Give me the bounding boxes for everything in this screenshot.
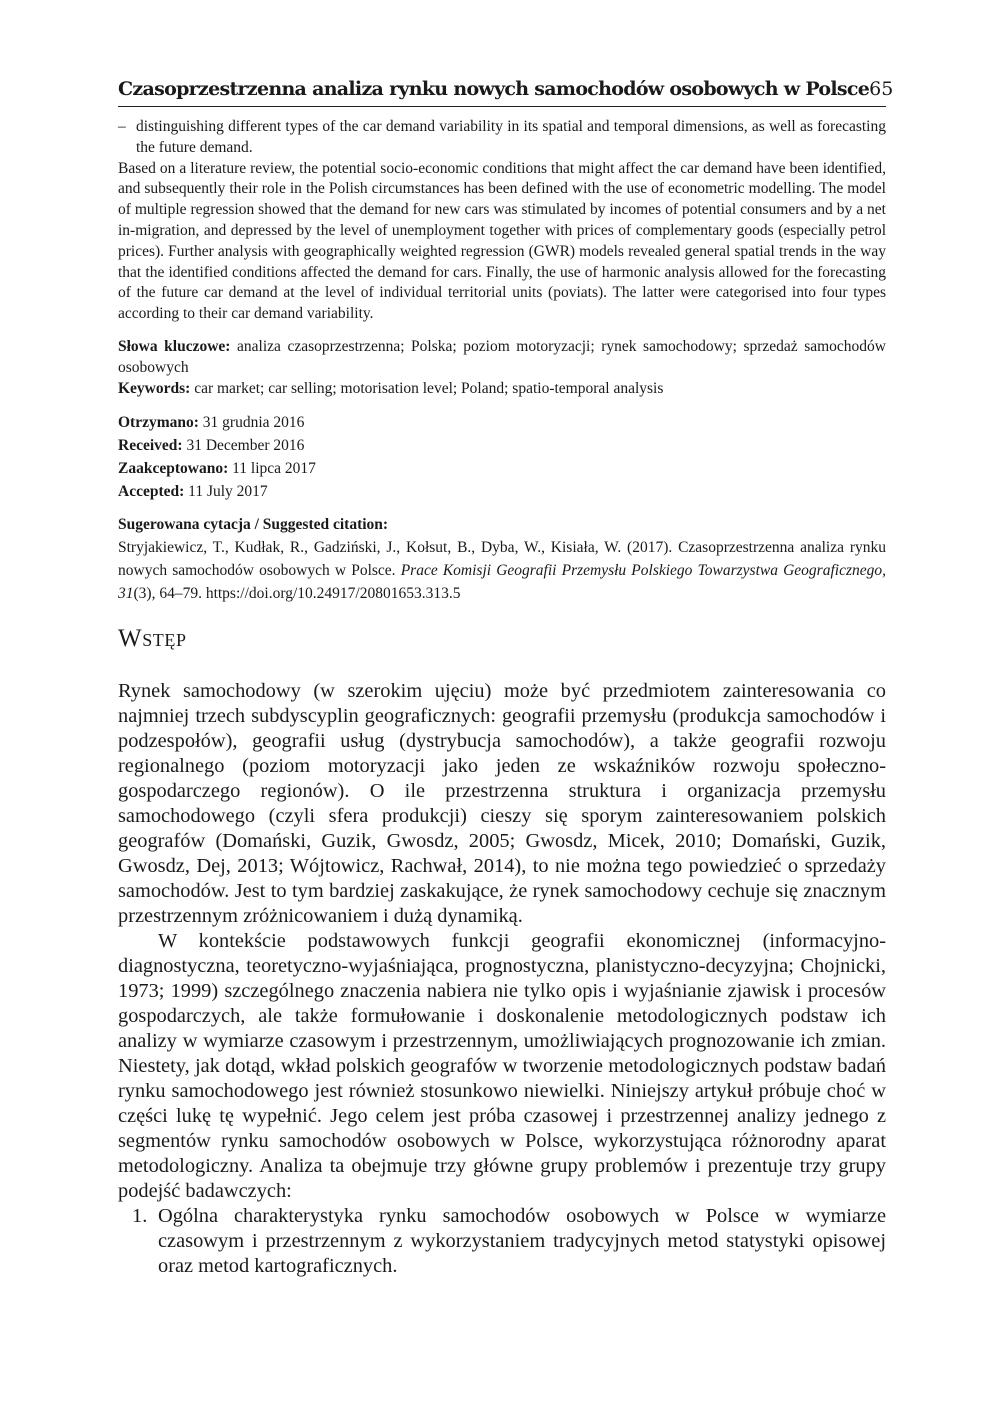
keywords-en — [118, 379, 886, 400]
received-pl — [118, 411, 886, 434]
keywords-block — [118, 337, 886, 399]
keywords-en-label: Keywords: — [118, 379, 191, 397]
dash-item-text: distinguishing different types of the car demand variability in its spatial and temporal dimensions, as well as forecasting the future demand. — [136, 118, 886, 156]
list-item-number: 1. — [132, 1205, 148, 1228]
accepted-pl-value: 11 lipca 2017 — [232, 460, 316, 478]
keywords-pl-text: analiza czasoprzestrzenna; Polska; poziom motoryzacji; rynek samochodowy; sprzedaż samochodów osobowych — [118, 337, 886, 376]
section-heading: Wstęp — [118, 625, 187, 653]
body-paragraph-2: W kontekście podstawowych funkcji geografii ekonomicznej (informacyjno-diagnostyczna, teoretyczno-wyjaśniająca, prognostyczna, planistyczno-decyzyjna; Chojnicki, 1973; 1999) szczególnego znaczenia nabiera nie tylko opis i wyjaśnianie zjawisk i procesów gospodarczych, ale także formułowanie i doskonalenie metodologicznych podstaw ich analizy w wymiarze czasowym i przestrzennym, umożliwiających prognozowanie ich zmian. Niestety, jak dotąd, wkład polskich geografów w tworzenie metodologicznych podstaw badań rynku samochodowego jest również stosunkowo niewielki. Niniejszy artykuł próbuje choć w części lukę tę wypełnić. Jego celem jest próba czasowej i przestrzennej analizy jednego z segmentów rynku samochodów osobowych w Polsce, wykorzystująca różnorodny aparat metodologiczny. Analiza ta obejmuje trzy główne grupy problemów i prezentuje trzy grupy podejść badawczych: — [118, 930, 886, 1203]
received-pl-value: 31 grudnia 2016 — [202, 414, 305, 432]
abstract-dash-item — [118, 117, 886, 159]
citation-block — [118, 513, 886, 605]
citation-label-line — [118, 513, 886, 536]
accepted-en — [118, 480, 886, 503]
received-en-value: 31 December 2016 — [186, 437, 305, 455]
list-item-text: Ogólna charakterystyka rynku samochodów osobowych w Polsce w wymiarze czasowym i przestrzennym z wykorzystaniem tradycyjnych metod statystyki opisowej oraz metod kartograficznych. — [158, 1205, 886, 1278]
citation-text — [118, 536, 886, 605]
dash-marker: – — [118, 118, 126, 135]
numbered-list — [118, 1204, 886, 1279]
keywords-pl — [118, 337, 886, 379]
body-paragraph-1: Rynek samochodowy (w szerokim ujęciu) może być przedmiotem zainteresowania co najmniej trzech subdyscyplin geograficznych: geografii przemysłu (produkcja samochodów i podzespołów), geografii usług (dystrybucja samochodów), a także geografii rozwoju regionalnego (poziom motoryzacji jako jeden ze wskaźników rozwoju społeczno-gospodarczego regionów). O ile przestrzenna struktura i organizacja przemysłu samochodowego (czyli sfera produkcji) cieszy się sporym zainteresowaniem polskich geografów (Domański, Guzik, Gwosdz, 2005; Gwosdz, Micek, 2010; Domański, Guzik, Gwosdz, Dej, 2013; Wójtowicz, Rachwał, 2014), to nie można tego powiedzieć o sprzedaży samochodów. Jest to tym bardziej zaskakujące, że rynek samochodowy cechuje się znacznym przestrzennym zróżnicowaniem i dużą dynamiką. — [118, 680, 886, 928]
page-number: 65 — [869, 78, 894, 100]
accepted-en-label: Accepted: — [118, 483, 185, 501]
accepted-en-value: 11 July 2017 — [188, 483, 268, 501]
abstract-paragraph: Based on a literature review, the potential socio-economic conditions that might affect the car demand have been identified, and subsequently their role in the Polish circumstances has been defined with the use of econometric modelling. The model of multiple regression showed that the demand for new cars was stimulated by incomes of potential consumers and by a net in-migration, and depressed by the level of unemployment together with prices of complementary goods (especially petrol prices). Further analysis with geographically weighted regression (GWR) models revealed general spatial trends in the way that the identified conditions affected the demand for cars. Finally, the use of harmonic analysis allowed for the forecasting of the future car demand at the level of individual territorial units (poviats). The latter were categorised into four types according to their car demand variability. — [118, 159, 886, 323]
received-en — [118, 434, 886, 457]
citation-authors-title: Stryjakiewicz, T., Kudłak, R., Gadziński, J., Kołsut, B., Dyba, W., Kisiała, W. (2017). Czasoprzestrzenna analiza rynku nowych samochodów osobowych w Polsce. — [118, 539, 886, 580]
received-pl-label: Otrzymano: — [118, 414, 199, 432]
citation-issue-doi: (3), 64–79. https://doi.org/10.24917/20801653.313.5 — [133, 585, 461, 603]
keywords-en-text: car market; car selling; motorisation level; Poland; spatio-temporal analysis — [194, 379, 664, 397]
page — [118, 78, 894, 1279]
running-head — [118, 78, 894, 107]
citation-journal: Prace Komisji Geografii Przemysłu Polskiego Towarzystwa Geograficznego, 31 — [118, 562, 886, 603]
accepted-pl-label: Zaakceptowano: — [118, 460, 229, 478]
citation-label: Sugerowana cytacja / Suggested citation: — [118, 516, 389, 534]
dates-block — [118, 411, 886, 503]
accepted-pl — [118, 457, 886, 480]
received-en-label: Received: — [118, 437, 183, 455]
running-title: Czasoprzestrzenna analiza rynku nowych samochodów osobowych w Polsce — [118, 78, 870, 100]
body-text — [118, 679, 886, 1279]
list-item — [118, 1204, 886, 1279]
keywords-pl-label: Słowa kluczowe: — [118, 337, 231, 355]
